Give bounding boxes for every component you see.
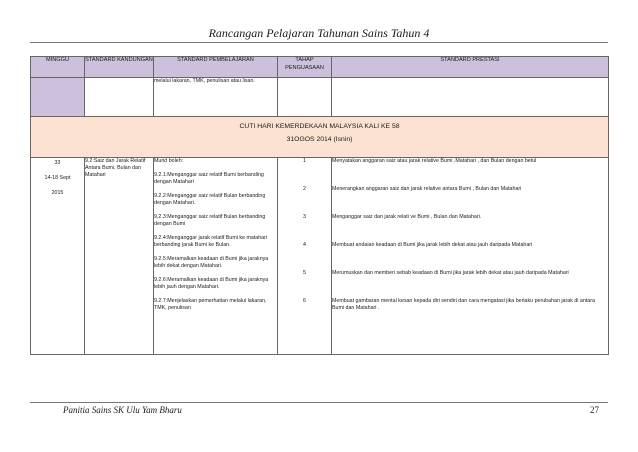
lesson-plan-table [30, 56, 609, 355]
level-description: Merumuskan dan memberi sebab keadaan di Bumi jika jarak lebih dekat atau jauh daripada Matahari [332, 270, 569, 276]
week-cell [31, 158, 85, 355]
footer-school-name: Panitia Sains SK Ulu Yam Bharu [63, 405, 182, 415]
sp-intro: Murid boleh: [154, 158, 184, 164]
table-header-row [31, 57, 609, 78]
level-number: 4 [303, 242, 306, 248]
col-standard-kandungan: STANDARD KANDUNGAN [85, 57, 154, 78]
col-standard-prestasi: STANDARD PRESTASI [332, 57, 609, 78]
page-number: 27 [590, 405, 599, 415]
continuation-spr-cell [332, 78, 609, 117]
holiday-cell [31, 117, 609, 158]
footer-rule [30, 402, 608, 403]
sp-item: 9.2.7:Menjelaskan pemerhatian melalui lakaran, TMK, penulisan [154, 297, 267, 311]
col-tahap-penguasaan: TAHAP PENGUASAAN [278, 57, 332, 78]
level-description: Menganggar saiz dan jarak relati ve Bumi , Bulan dan Matahari. [332, 214, 482, 220]
level-number: 2 [303, 186, 306, 192]
level-description: Membuat gambaran mental kesan kepada diri sendiri dan cara mengatasi jika berlaku perubahan jarak di antara Bumi dan Matahari . [332, 298, 595, 312]
level-description: Menerangkan anggaran saiz dan jarak relative antara Bumi , Bulan dan Matahari [332, 186, 522, 192]
standard-pembelajaran-cell [154, 158, 278, 355]
level-number: 1 [303, 158, 306, 164]
col-minggu: MINGGU [31, 57, 85, 78]
sp-item: 9.2.6:Meramalkan keadaan di Bumi jika jaraknya lebih jauh dengan Matahari. [154, 276, 269, 290]
level-number: 3 [303, 214, 306, 220]
level-description: Menyatakan anggaran saiz atau jarak relative Bumi ,Matahari , dan Bulan dengan betul [332, 158, 537, 164]
continuation-row [31, 78, 609, 117]
week-number: 33 [54, 160, 61, 166]
continuation-sk-cell [85, 78, 154, 117]
sp-item: 9.2.2:Menganggar saiz relatif Bulan berbanding dengan Matahari. [154, 192, 266, 206]
week-year: 2015 [51, 190, 64, 197]
col-standard-pembelajaran: STANDARD PEMBELAJARAN [154, 57, 278, 78]
level-description: Membuat andaian keadaan di Bumi jika jarak lebih dekat atau jauh daripada Matahari [332, 242, 533, 248]
level-number: 6 [303, 298, 306, 304]
sp-item: 9.2.4:Menganggar jarak relatif Bumi ke matahari berbanding jarak Bumi ke Bulan. [154, 234, 268, 248]
sp-item: 9.2.5:Meramalkan keadaan di Bumi jika jaraknya lebih dekat dengan Matahari. [154, 255, 269, 269]
holiday-title: CUTI HARI KEMERDEKAAN MALAYSIA KALI KE 58 [239, 123, 400, 130]
holiday-row [31, 117, 609, 158]
continuation-week-cell [31, 78, 85, 117]
continuation-sp-cell: melalui lakaran, TMK, penulisan atau lisan. [154, 78, 278, 117]
header-rule [30, 42, 608, 43]
sp-item: 9.2.1:Menganggar saiz relatif Bumi berbanding dengan Matahari [154, 171, 264, 185]
week-dates: 14-18 Sept [44, 175, 71, 182]
page-header-title: Rancangan Pelajaran Tahunan Sains Tahun 4 [208, 26, 430, 40]
standard-kandungan-cell: 9.2:Saiz dan Jarak Relatif Antara Bumi, Bulan dan Matahari [85, 158, 154, 355]
sp-item: 9.2.3:Menganggar saiz relatif Bulan berbanding dengan Bumi [154, 213, 266, 227]
level-number: 5 [303, 270, 306, 276]
continuation-tp-cell [278, 78, 332, 117]
standard-prestasi-cell [332, 158, 609, 355]
week-row [31, 158, 609, 355]
holiday-date: 31OGOS 2014 (Isnin) [286, 136, 353, 143]
tahap-penguasaan-cell [278, 158, 332, 355]
